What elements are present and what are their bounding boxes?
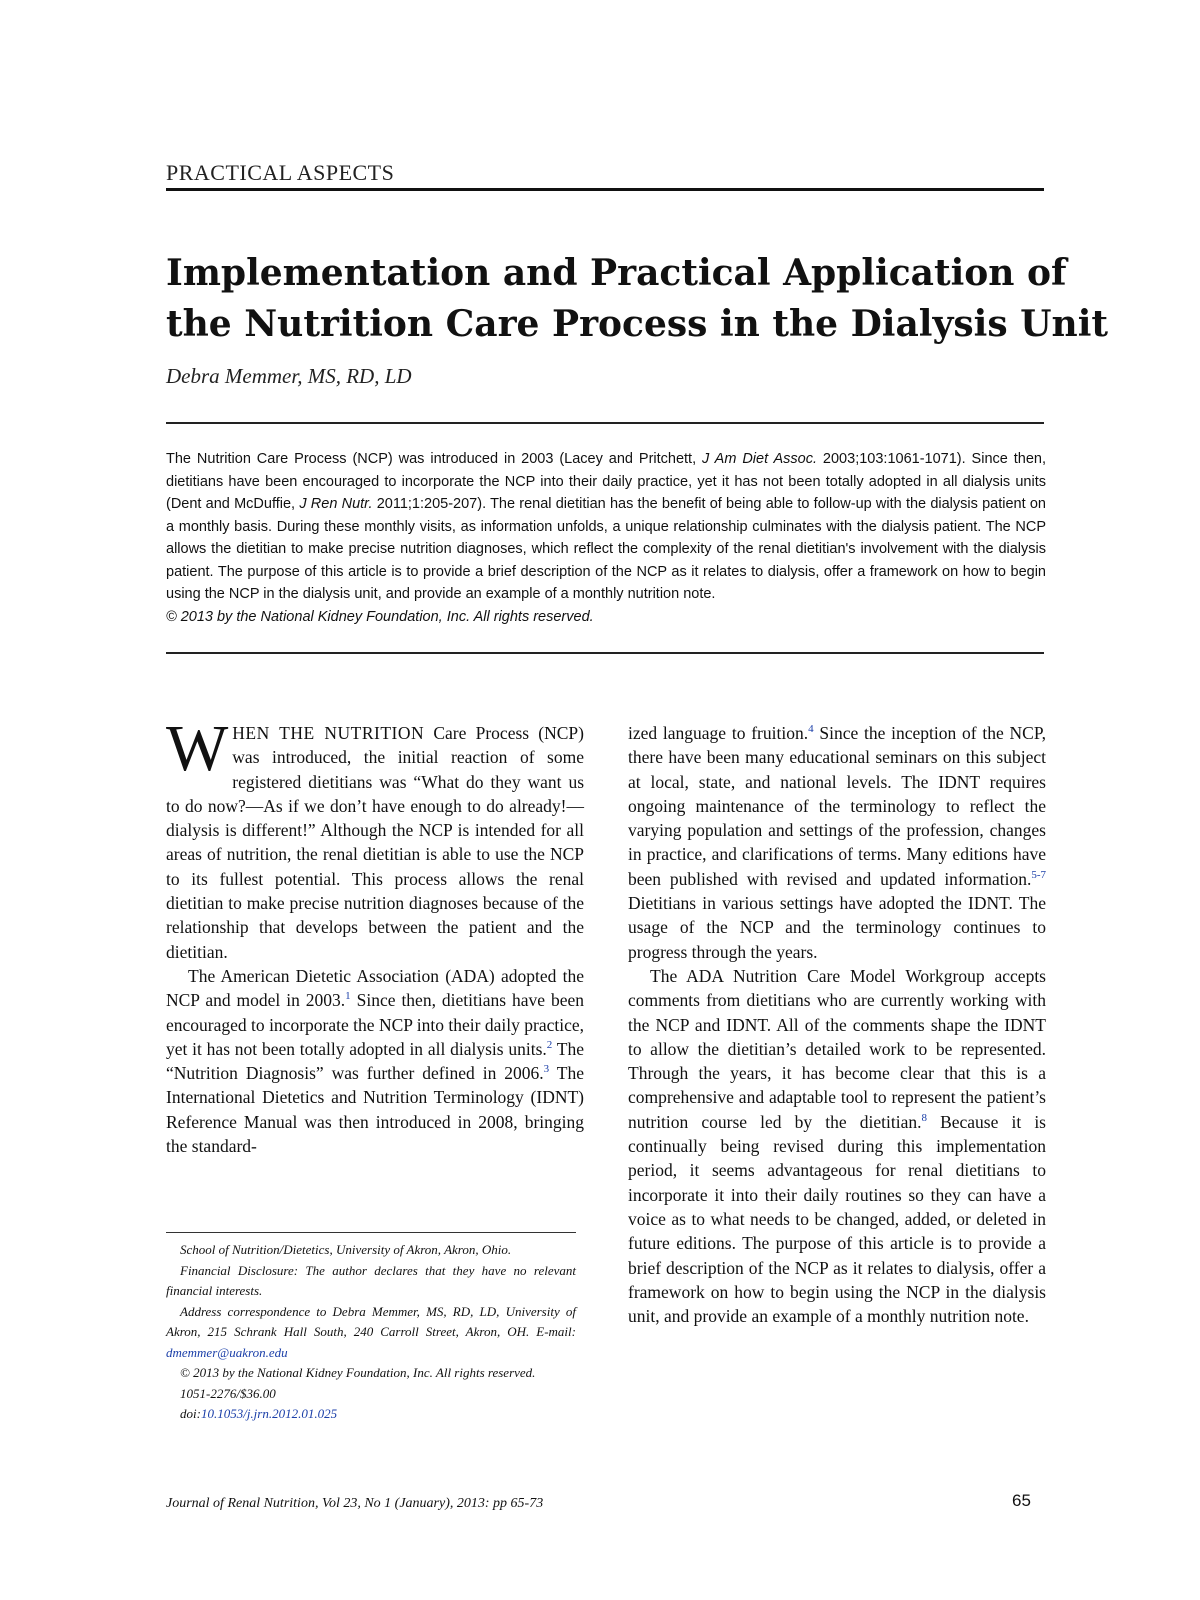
title-line-1: Implementation and Practical Application of	[166, 252, 1067, 294]
idnt-text-b: Since the inception of the NCP, there have been many educational seminars on this subject at local, state, and national levels. The IDNT requires ongoing maintenance of the terminology to reflect the varying population and settings of the profession, changes in practice, and clarifications of terms. Many editions have been published with revised and updated information.	[628, 723, 1046, 889]
workgroup-text-a: The ADA Nutrition Care Model Workgroup accepts comments from dietitians who are currently working with the NCP and IDNT. All of the comments shape the IDNT to allow the dietitian’s detailed work to be represented. Through the years, it has become clear that this is a comprehensive and adaptable tool to represent the patient’s nutrition course led by the dietitian.	[628, 965, 1046, 1132]
intro-paragraph	[166, 712, 584, 964]
journal-citation: Journal of Renal Nutrition, Vol 23, No 1 (January), 2013: pp 65-73	[166, 1496, 544, 1511]
ada-text-b: Since then, dietitians have been encouraged to incorporate the NCP into their daily practice, yet it has not been totally adopted in all dialysis units.	[166, 990, 585, 1059]
idnt-paragraph	[628, 721, 1046, 964]
workgroup-text-b: Because it is continually being revised during this implementation period, it seems advantageous for renal dietitians to incorporate it into their daily routines so they can have a voice as to what needs to be changed, added, or deleted in future editions. The purpose of this article is to provide a brief description of the NCP as it relates to dialysis, offer a framework on how to begin using the NCP in the dialysis unit, and provide an example of a monthly nutrition note.	[628, 1111, 1046, 1327]
ada-text-c: The “Nutrition Diagnosis” was further defined in 2006.	[166, 1038, 584, 1084]
header-rule	[166, 188, 1044, 191]
ref-link-2[interactable]: 2	[546, 1039, 553, 1052]
page-number: 65	[1012, 1491, 1031, 1510]
title-line-2: the Nutrition Care Process in the Dialysis Unit	[166, 303, 1108, 345]
doi-link[interactable]: 10.1053/j.jrn.2012.01.025	[200, 1406, 338, 1421]
body-column-right	[628, 721, 1046, 1328]
ref-link-3[interactable]: 3	[543, 1063, 550, 1076]
abstract-text-1: The Nutrition Care Process (NCP) was introduced in 2003 (Lacey and Pritchett,	[166, 451, 703, 467]
abstract-top-rule	[166, 422, 1044, 424]
ref-link-4[interactable]: 4	[808, 723, 814, 736]
footnote-copyright: © 2013 by the National Kidney Foundation, Inc. All rights reserved.	[180, 1365, 536, 1380]
doi-prefix: doi:	[180, 1406, 201, 1421]
email-link[interactable]: dmemmer@uakron.edu	[166, 1344, 288, 1360]
footnote-disclosure: Financial Disclosure: The author declares that they have no relevant financial interests.	[166, 1262, 576, 1298]
footnote-doi	[166, 1404, 576, 1425]
abstract	[166, 448, 1046, 628]
ref-link-5-7[interactable]: 5-7	[1031, 868, 1046, 881]
body-column-left	[166, 712, 585, 1158]
abstract-journal-1: J Am Diet Assoc.	[702, 451, 818, 467]
idnt-text-a: ized language to fruition.	[628, 723, 809, 743]
footnote-affiliation: School of Nutrition/Dietetics, University of Akron, Akron, Ohio.	[180, 1242, 512, 1257]
workgroup-paragraph	[628, 964, 1046, 1328]
footnote-issn: 1051-2276/$36.00	[180, 1385, 276, 1401]
footnote-address	[166, 1302, 576, 1364]
ada-text-d: The International Dietetics and Nutrition Terminology (IDNT) Reference Manual was then introduced in 2008, bringing the standard-	[166, 1063, 584, 1157]
ref-link-1[interactable]: 1	[345, 990, 351, 1003]
ada-text-a: The American Dietetic Association (ADA) adopted the NCP and model in 2003.	[166, 965, 584, 1011]
intro-text: Care Process (NCP) was introduced, the initial reaction of some registered dietitians was “What do they want us to do now?—As if we don’t have enough to do already!—dialysis is different!” Although the NCP is intended for all areas of nutrition, the renal dietitian is able to use the NCP to its fullest potential. This process allows the renal dietitian to make precise nutrition diagnoses because of the relationship that develops between the patient and the dietitian.	[166, 723, 584, 962]
abstract-copyright: © 2013 by the National Kidney Foundation, Inc. All rights reserved.	[166, 608, 594, 625]
abstract-text-3: 2011;1:205-207). The renal dietitian has the benefit of being able to follow-up with the dialysis patient on a monthly basis. During these monthly visits, as information unfolds, a unique relationship culminates with the dialysis patient. The NCP allows the dietitian to make precise nutrition diagnoses, which reflect the complexity of the renal dietitian's involvement with the dialysis patient. The purpose of this article is to provide a brief description of the NCP as it relates to dialysis, offer a framework on how to begin using the NCP in the dialysis unit, and provide an example of a monthly nutrition note.	[166, 496, 1046, 602]
abstract-journal-2: J Ren Nutr.	[299, 496, 373, 512]
drop-cap: W	[166, 712, 229, 785]
ada-paragraph	[166, 964, 584, 1158]
lead-caps: HEN THE NUTRITION	[232, 723, 425, 743]
ref-link-8[interactable]: 8	[921, 1111, 927, 1124]
article-title	[166, 248, 1108, 350]
abstract-bottom-rule	[166, 652, 1044, 654]
address-text: Address correspondence to Debra Memmer, MS, RD, LD, University of Akron, 215 Schrank Hall South, 240 Carroll Street, Akron, OH. E-mail:	[166, 1303, 576, 1339]
author-byline: Debra Memmer, MS, RD, LD	[166, 364, 412, 388]
footnotes	[166, 1240, 576, 1425]
footnote-rule	[166, 1232, 576, 1233]
section-label: PRACTICAL ASPECTS	[166, 160, 395, 185]
idnt-text-c: Dietitians in various settings have adopted the IDNT. The usage of the NCP and the terminology continues to progress through the years.	[628, 893, 1046, 962]
abstract-text-2: 2003;103:1061-1071). Since then, dietitians have been encouraged to incorporate the NCP into their daily practice, yet it has not been totally adopted in all dialysis units (Dent and McDuffie,	[166, 451, 1046, 512]
